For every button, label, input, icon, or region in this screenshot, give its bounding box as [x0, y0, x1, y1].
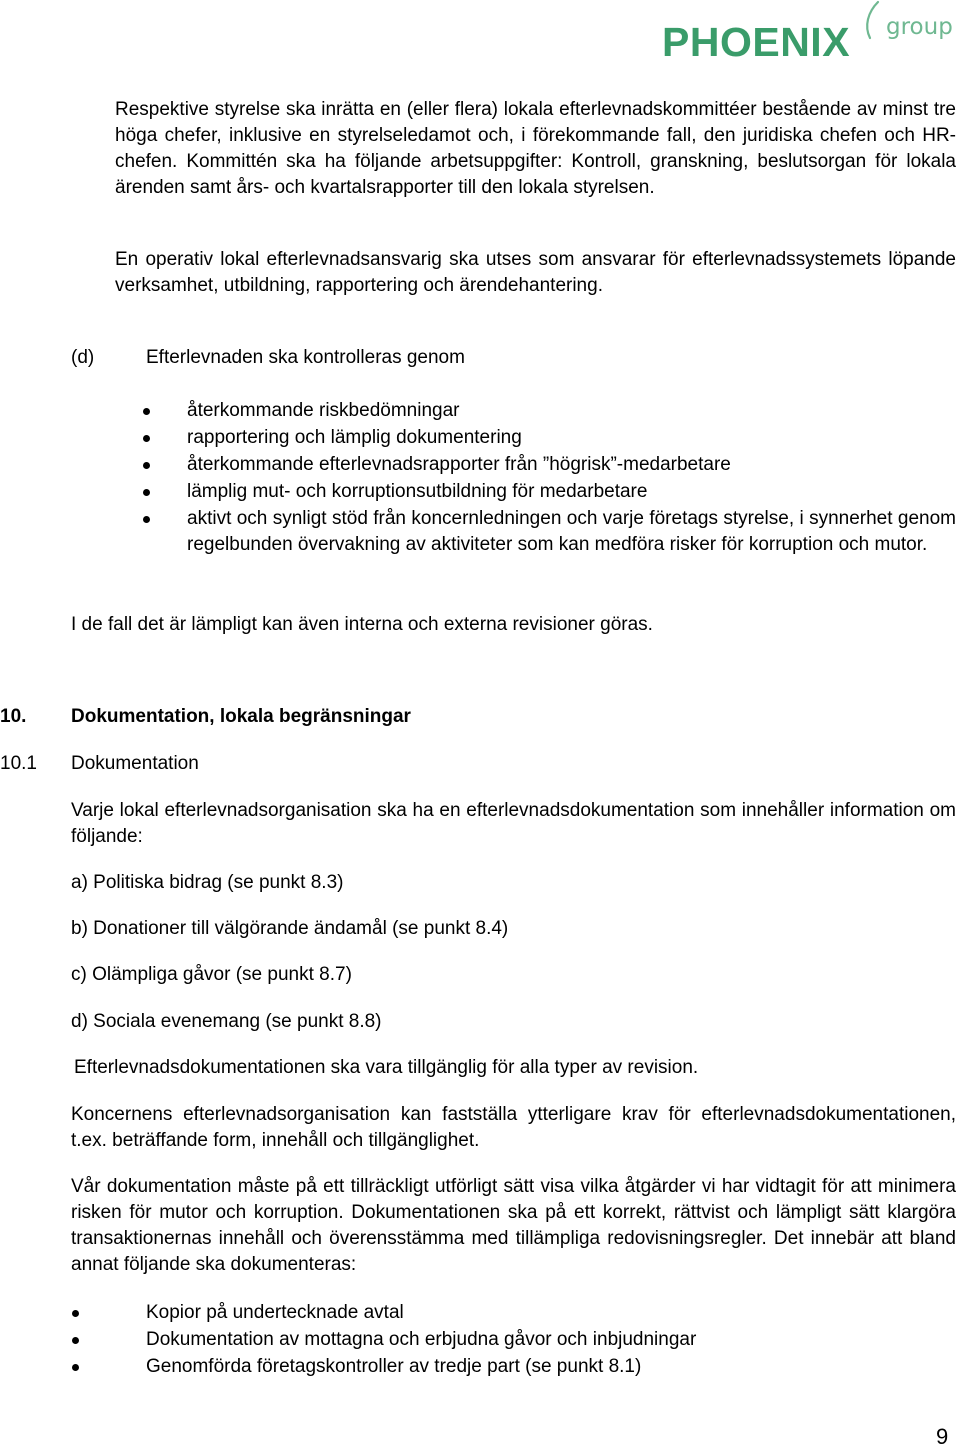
list-item-text: rapportering och lämplig dokumentering: [187, 427, 522, 448]
documentation-requirements-paragraph: Vår dokumentation måste på ett tillräckligt utförligt sätt visa vilka åtgärder vi har vidtagit för att minimera risken för mutor och korruption. Dokumentationen ska på ett korrekt, rättvist och lämpligt sätt klargöra transaktionernas innehåll och överensstämma med tillämpliga redovisningsregler. Det innebär att bland annat följande ska dokumenteras:: [71, 1176, 956, 1275]
list-item: b) Donationer till välgörande ändamål (se punkt 8.4): [71, 918, 509, 939]
phoenix-group-logo: [658, 0, 958, 70]
subsection-number: 10.1: [0, 753, 37, 774]
list-item-text: återkommande efterlevnadsrapporter från ”högrisk”-medarbetare: [187, 454, 731, 475]
bullet-icon: [143, 462, 150, 469]
bullet-icon: [143, 408, 150, 415]
item-d-lead: Efterlevnaden ska kontrolleras genom: [146, 347, 465, 368]
bullet-icon: [143, 489, 150, 496]
compliance-officer-paragraph: En operativ lokal efterlevnadsansvarig ska utses som ansvarar för efterlevnadssystemets löpande verksamhet, utbildning, rapportering och ärendehantering.: [115, 249, 956, 296]
section-title: Dokumentation, lokala begränsningar: [71, 706, 411, 727]
logo-subtitle: group: [886, 14, 953, 40]
audit-note: I de fall det är lämpligt kan även interna och externa revisioner göras.: [71, 614, 653, 635]
list-item-text: aktivt och synligt stöd från koncernledningen och varje företags styrelse, i synnerhet genom regelbunden övervakning av aktiviteter som kan medföra risker för korruption och mutor.: [187, 508, 956, 555]
list-item-text: Kopior på undertecknade avtal: [146, 1302, 404, 1323]
section-number: 10.: [0, 706, 27, 727]
page-number: 9: [936, 1424, 949, 1449]
bullet-icon: [143, 435, 150, 442]
documentation-intro-paragraph: Varje lokal efterlevnadsorganisation ska ha en efterlevnadsdokumentation som innehåller information om följande:: [71, 800, 956, 847]
list-item-text: återkommande riskbedömningar: [187, 400, 460, 421]
bullet-icon: [72, 1337, 79, 1344]
subsection-title: Dokumentation: [71, 753, 199, 774]
list-item-text: lämplig mut- och korruptionsutbildning för medarbetare: [187, 481, 648, 502]
logo-wordmark: PHOENIX: [662, 19, 851, 65]
bullet-icon: [143, 516, 150, 523]
item-d-marker: (d): [71, 347, 95, 368]
list-item: c) Olämpliga gåvor (se punkt 8.7): [71, 964, 352, 985]
bullet-icon: [72, 1310, 79, 1317]
committee-paragraph: Respektive styrelse ska inrätta en (eller flera) lokala efterlevnadskommittéer bestående av minst tre höga chefer, inklusive en styrelseledamot och, i förekommande fall, den juridiska chefen och HR-chefen. Kommittén ska ha följande arbetsuppgifter: Kontroll, granskning, beslutsorgan för lokala ärenden samt års- och kvartalsrapporter till den lokala styrelsen.: [115, 99, 956, 198]
list-item: d) Sociala evenemang (se punkt 8.8): [71, 1011, 382, 1032]
group-requirements-paragraph: Koncernens efterlevnadsorganisation kan fastställa ytterligare krav för efterlevnadsdokumentationen, t.ex. beträffande form, innehåll och tillgänglighet.: [71, 1104, 956, 1151]
list-item: a) Politiska bidrag (se punkt 8.3): [71, 872, 344, 893]
availability-paragraph: Efterlevnadsdokumentationen ska vara tillgänglig för alla typer av revision.: [74, 1057, 699, 1078]
list-item-text: Dokumentation av mottagna och erbjudna gåvor och inbjudningar: [146, 1329, 697, 1350]
bullet-icon: [72, 1364, 79, 1371]
list-item-text: Genomförda företagskontroller av tredje part (se punkt 8.1): [146, 1356, 642, 1377]
